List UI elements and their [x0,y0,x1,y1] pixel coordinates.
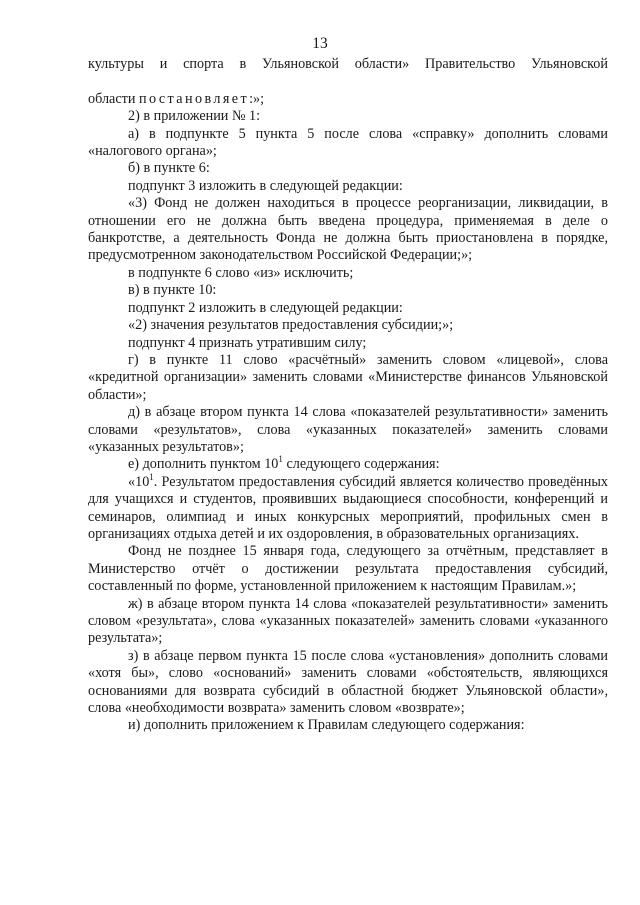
paragraph-9: в) в пункте 10: [128,282,217,299]
paragraph-6: подпункт 3 изложить в следующей редакции: [128,177,403,194]
paragraph-1: культуры и спорта в Ульяновской области» Правительство Ульяновской [88,56,608,72]
paragraph-7: «3) Фонд не должен находиться в процессе реорганизации, ликвидации, в отношении его не должна быть введена процедура, применяемая в деле о банкротстве, а деятельность Фонда не должна быть приостановлена в порядке, предусмотренном законодательством Российской Федерации;»; [88,195,608,264]
paragraph-15: е) дополнить пунктом $10^1$ следующего содержания: [128,454,440,473]
paragraph-5: б) в пункте 6: [128,160,210,177]
superscript: 1 [278,454,283,465]
spaced-word: постановляет [138,90,250,107]
paragraph-18: ж) в абзаце втором пункта 14 слова «показателей результативности» заменить словом «результата», слова «указанных показателей» заменить словами «указанного результата»; [88,595,608,647]
paragraph-14: д) в абзаце втором пункта 14 слова «показателей результативности» заменить словами «результатов», слова «указанных показателей» заменить словами «указанных результатов»; [88,404,608,455]
paragraph-20: и) дополнить приложением к Правилам следующего содержания: [128,717,525,734]
paragraph-8: в подпункте 6 слово «из» исключить; [128,264,354,281]
paragraph-3: 2) в приложении № 1: [128,108,261,125]
document-body [88,56,608,735]
paragraph-19: з) в абзаце первом пункта 15 после слова «установления» дополнить словами «хотя бы», слово «оснований» заменить словами «обстоятельств, являющихся основаниями для возврата субсидий в областной бюджет Ульяновской области», слова «необходимости возврата» заменить словом «возврате»; [88,647,608,717]
paragraph-11: «2) значения результатов предоставления субсидии;»; [128,317,454,334]
paragraph-2: области постановляет:»; [88,90,265,107]
paragraph-12: подпункт 4 признать утратившим силу; [128,334,367,351]
paragraph-17: Фонд не позднее 15 января года, следующего за отчётным, представляет в Министерство отчёт о достижении результата предоставления субсидий, составленный по форме, установленной приложением к настоящим Правилам.»; [88,543,608,595]
paragraph-10: подпункт 2 изложить в следующей редакции: [128,299,403,316]
paragraph-16: «$10^1$. Результатом предоставления субсидий является количество проведённых для учащихся и студентов, проявивших выдающиеся способности, конференций и семинаров, олимпиад и иных конкурсных мероприятий, профильных смен в организациях отдыха детей и их оздоровления, в образовательных организациях. [88,471,608,542]
superscript: 1 [149,471,154,482]
paragraph-13: г) в пункте 11 слово «расчётный» заменить словом «лицевой», слова «кредитной организации» заменить словами «Министерстве финансов Ульяновской области»; [88,351,608,403]
page-number: 13 [312,35,328,52]
paragraph-4: а) в подпункте 5 пункта 5 после слова «справку» дополнить словами «налогового органа»; [88,125,608,160]
